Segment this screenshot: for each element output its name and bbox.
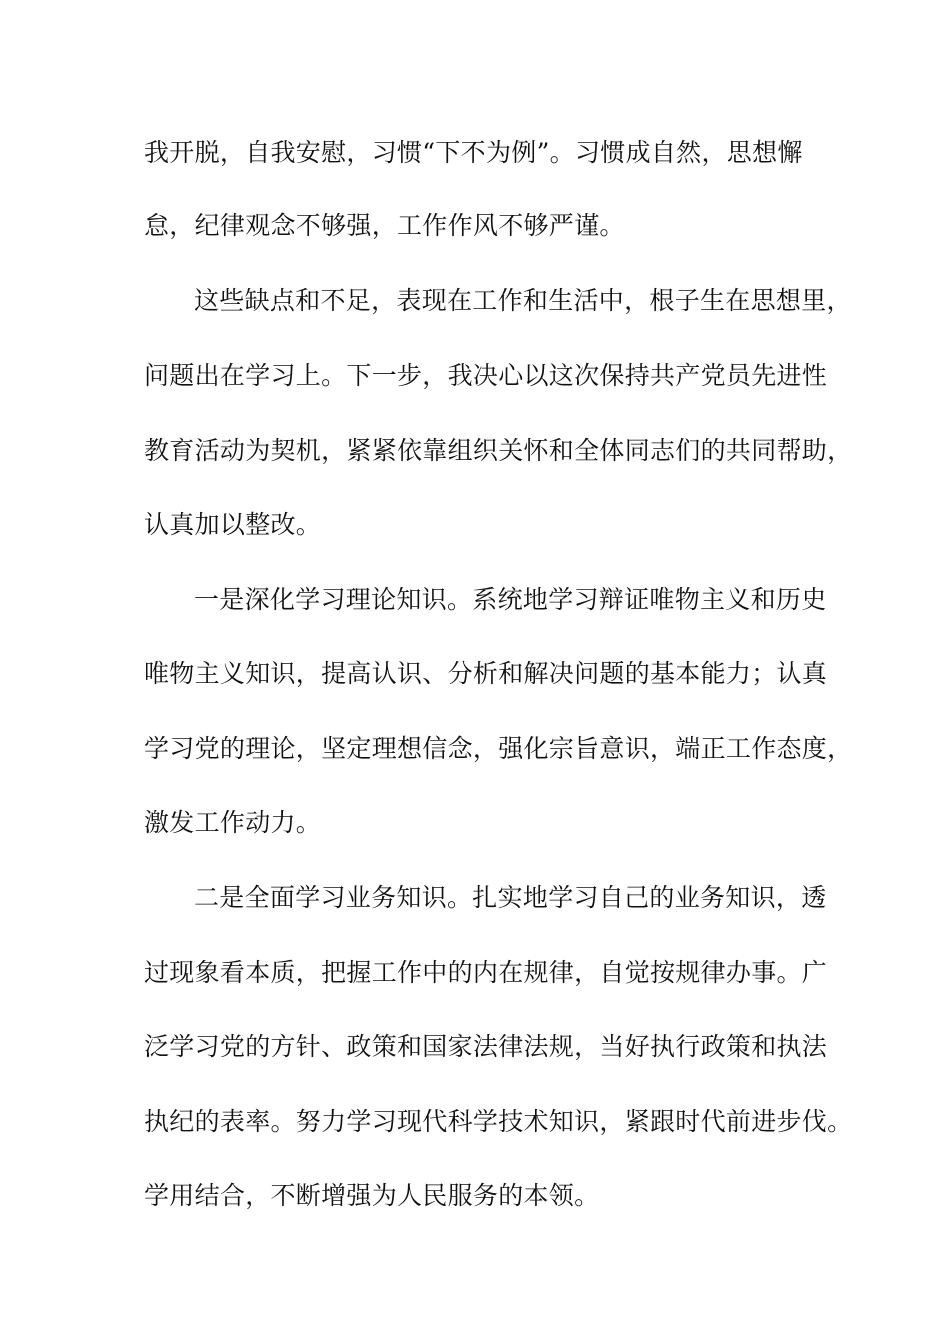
paragraph-1-line-2: 怠，纪律观念不够强，工作作风不够严谨。	[144, 211, 625, 240]
paragraph-4-line-1: 二是全面学习业务知识。扎实地学习自己的业务知识，透	[194, 883, 827, 912]
paragraph-3-line-1: 一是深化学习理论知识。系统地学习辩证唯物主义和历史	[194, 585, 827, 614]
paragraph-2-line-3: 教育活动为契机，紧紧依靠组织关怀和全体同志们的共同帮助，	[144, 436, 853, 465]
paragraph-3-line-4: 激发工作动力。	[144, 808, 322, 837]
paragraph-1-line-1: 我开脱，自我安慰，习惯“下不为例”。习惯成自然，思想懈	[144, 138, 803, 167]
paragraph-4-line-2: 过现象看本质，把握工作中的内在规律，自觉按规律办事。广	[144, 958, 828, 987]
paragraph-4-line-3: 泛学习党的方针、政策和国家法律法规，当好执行政策和执法	[144, 1032, 828, 1061]
paragraph-2-line-2: 问题出在学习上。下一步，我决心以这次保持共产党员先进性	[144, 361, 828, 390]
paragraph-4-line-4: 执纪的表率。努力学习现代科学技术知识，紧跟时代前进步伐。	[144, 1107, 853, 1136]
paragraph-2-line-1: 这些缺点和不足，表现在工作和生活中，根子生在思想里，	[194, 286, 852, 315]
paragraph-4-line-5: 学用结合，不断增强为人民服务的本领。	[144, 1181, 600, 1210]
paragraph-2-line-4: 认真加以整改。	[144, 510, 322, 539]
paragraph-3-line-3: 学习党的理论，坚定理想信念，强化宗旨意识，端正工作态度，	[144, 734, 853, 763]
paragraph-3-line-2: 唯物主义知识，提高认识、分析和解决问题的基本能力；认真	[144, 659, 828, 688]
